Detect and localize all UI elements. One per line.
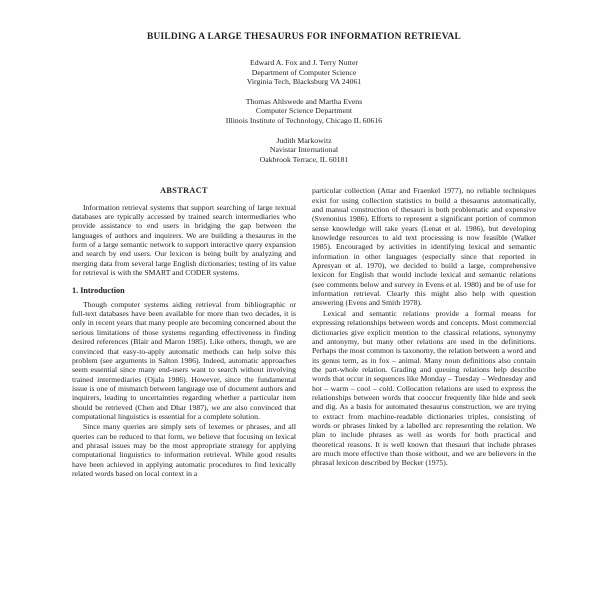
- author-block-3: [72, 136, 536, 165]
- abstract-heading: ABSTRACT: [160, 186, 208, 196]
- author-department: Computer Science Department: [255, 106, 353, 116]
- paper-title: BUILDING A LARGE THESAURUS FOR INFORMATION RETRIEVAL: [146, 32, 462, 42]
- abstract-paragraph: Information retrieval systems that support searching of large textual databases are typically accessed by trained search intermediaries who provide assistance to end users in bridging the gap between the languages of authors and inquirers. We are building a thesaurus in the form of a large semantic network to support interactive query expansion and search by end users. Our lexicon is being built by analyzing and merging data from several large English dictionaries; testing of its value for retrieval is with the SMART and CODER systems.: [72, 202, 296, 278]
- author-names: Judith Markowitz: [276, 135, 332, 145]
- body-paragraph: Lexical and semantic relations provide a formal means for expressing relationships between words and concepts. Most commercial dictionaries give explicit mention to the classical relations, synonymy and antonymy, but many other relations are used in the definitions. Perhaps the most common is taxonomy, the relation between a word and its genus term, as in fox – animal. Many noun definitions also contain the part-whole relation. Grading and queuing relations help describe words that occur in sequences like Monday – Tuesday – Wednesday and hot – warm – cool – cold. Collocation relations are used to express the relationships between words that cooccur frequently like hide and seek and dig. As a basis for automated thesaurus construction, we are trying to extract from machine-readable dictionaries triples, consisting of words or phrases linked by a labelled arc representing the relation. We plan to include phrases as well as words for both practical and theoretical reasons. It is well known that thesauri that include phrases are much more effective than those without, and we are believers in the phrasal lexicon described by Becker (1975).: [312, 308, 536, 468]
- author-block-1: [72, 58, 536, 87]
- body-paragraph: Since many queries are simply sets of lexemes or phrases, and all queries can be reduced to that form, we believe that focusing on lexical and phrasal issues may be the most appropriate strategy for applying computational linguistics to information retrieval. While good results have been achieved in applying automatic procedures to find lexically related words based on local context in a: [72, 422, 296, 478]
- author-institution: Oakbrook Terrace, IL 60181: [259, 154, 349, 164]
- author-institution: Illinois Institute of Technology, Chicago IL 60616: [225, 115, 383, 125]
- body-paragraph: particular collection (Attar and Fraenkel 1977), no reliable techniques exist for using collection statistics to build a thesaurus automatically, and manual construction of thesauri is both problematic and expensive (Svenonius 1986). Efforts to represent a significant portion of common sense knowledge will take years (Lenat et al. 1986), but developing knowledge resources to aid text processing is now feasible (Walker 1985). Encouraged by activities in identifying lexical and semantic information in other languages (especially since that reported in Apresyan et al. 1970), we decided to build a large, comprehensive lexicon for English that would include lexical and semantic relations (see comments below and survey in Evens et al. 1980) and be of use for information retrieval. Clearly this might also help with question answering (Evens and Smith 1978).: [312, 186, 536, 308]
- author-department: Department of Computer Science: [251, 67, 357, 77]
- author-department: Navistar International: [269, 145, 339, 155]
- two-column-body: [72, 186, 536, 478]
- section-heading-introduction: 1. Introduction: [72, 286, 125, 296]
- author-block-2: [72, 97, 536, 126]
- right-column: [312, 186, 536, 478]
- left-column: [72, 186, 296, 478]
- author-institution: Virginia Tech, Blacksburg VA 24061: [246, 77, 362, 87]
- author-names: Thomas Ahlswede and Martha Evens: [245, 96, 363, 106]
- body-paragraph: Though computer systems aiding retrieval from bibliographic or full-text databases have been available for more than two decades, it is only in recent years that many people are becoming concerned about the serious limitations of those systems regarding effectiveness in finding desired references (Blair and Maron 1985). Like others, though, we are convinced that easy-to-apply automatic methods can help solve this problem (see arguments in Salton 1986). Indeed, automatic approaches seem essential since many end-users want to search without involving trained intermediaries (Ojala 1986). However, since the fundamental issue is one of mismatch between language use of document authors and inquirers, leading to uncertainties regarding whether a particular item should be retrieved (Chen and Dhar 1987), we are also convinced that computational linguistics is essential for a complete solution.: [72, 299, 296, 421]
- author-names: Edward A. Fox and J. Terry Nutter: [249, 58, 358, 67]
